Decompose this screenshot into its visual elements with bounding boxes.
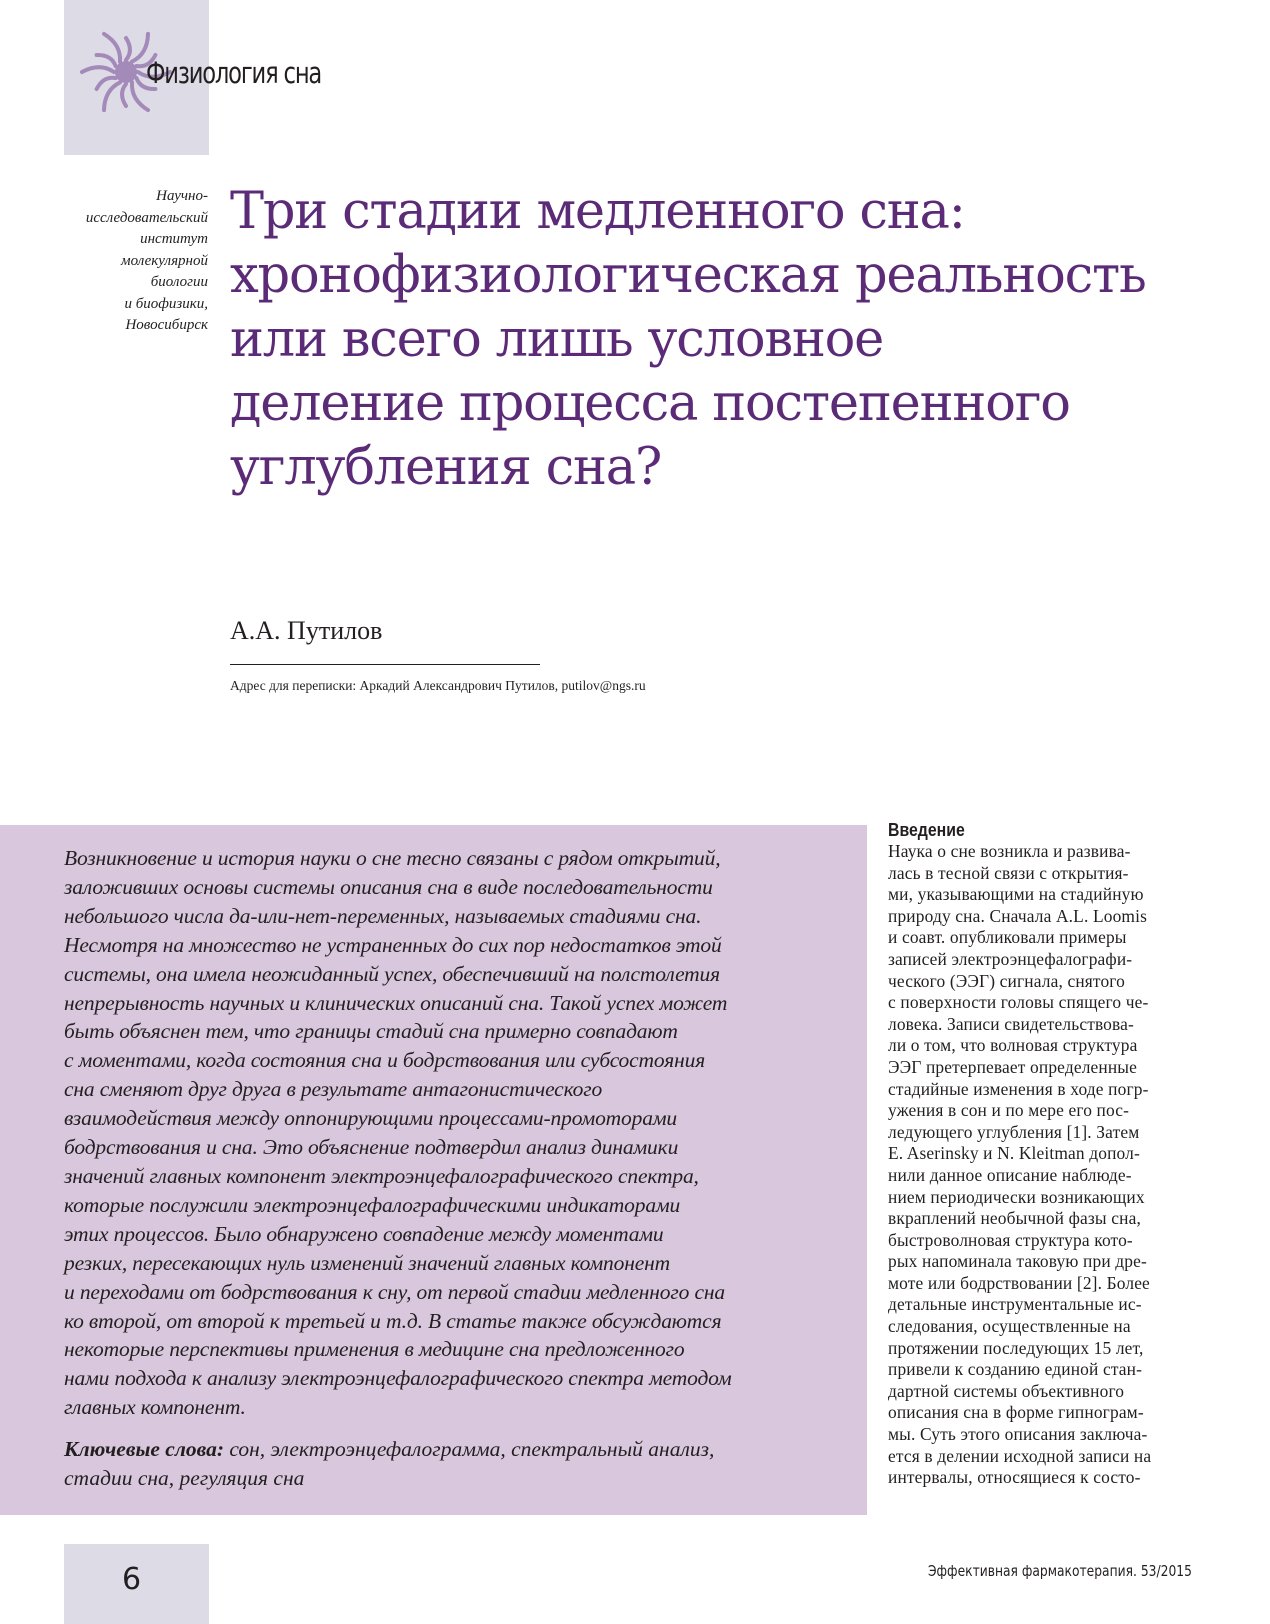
abstract-line: главных компонент. bbox=[64, 1395, 246, 1420]
intro-line: Наука о сне возникла и развива- bbox=[888, 841, 1131, 861]
intro-line: нили данное описание наблюде- bbox=[888, 1164, 1132, 1185]
intro-text bbox=[888, 841, 1194, 1489]
intro-line: ловека. Записи свидетельствова- bbox=[888, 1013, 1134, 1034]
keywords-line: стадии сна, регуляция сна bbox=[64, 1465, 305, 1490]
keywords-line bbox=[64, 1435, 854, 1464]
intro-line: протяжении последующих 15 лет, bbox=[888, 1337, 1144, 1358]
intro-line: рых напоминала таковую при дре- bbox=[888, 1251, 1147, 1272]
intro-line: стадийные изменения в ходе погр- bbox=[888, 1078, 1149, 1099]
intro-line: ледующего углубления [1]. Затем bbox=[888, 1121, 1140, 1142]
intro-line: природу сна. Сначала A.L. Loomis bbox=[888, 905, 1147, 926]
intro-line: ется в делении исходной записи на bbox=[888, 1445, 1152, 1466]
abstract-line: небольшого числа да-или-нет-переменных, называемых стадиями сна. bbox=[64, 903, 702, 928]
affiliation-line: молекулярной bbox=[121, 252, 208, 269]
title-line: углубления сна? bbox=[230, 438, 662, 497]
abstract-line: с моментами, когда состояния сна и бодрствования или субсостояния bbox=[64, 1048, 706, 1073]
abstract-line: значений главных компонент электроэнцефалографического спектра, bbox=[64, 1163, 699, 1188]
section-label: Физиология сна bbox=[146, 56, 322, 90]
correspondence-address: Адрес для переписки: Аркадий Александрович Путилов, putilov@ngs.ru bbox=[230, 678, 646, 693]
intro-line: ческого (ЭЭГ) сигнала, снятого bbox=[888, 970, 1125, 991]
logo-ray bbox=[104, 82, 120, 110]
logo-ray bbox=[97, 55, 116, 66]
affiliation-line: биологии bbox=[150, 274, 208, 290]
abstract-line: взаимодействия между оппонирующими процессами-промоторами bbox=[64, 1106, 678, 1131]
intro-line: вкраплений необычной фазы сна, bbox=[888, 1208, 1141, 1229]
intro-line: привели к созданию единой стан- bbox=[888, 1359, 1143, 1380]
keywords bbox=[64, 1435, 854, 1493]
abstract-text bbox=[64, 844, 854, 1422]
intro-line: интервалы, относящиеся к состо- bbox=[888, 1467, 1141, 1488]
intro-line: ужения в сон и по мере его пос- bbox=[888, 1100, 1130, 1121]
intro-line: и соавт. опубликовали примеры bbox=[888, 927, 1127, 948]
title-line: или всего лишь условное bbox=[230, 310, 884, 369]
intro-line: детальные инструментальные ис- bbox=[888, 1294, 1142, 1315]
title-line: хронофизиологическая реальность bbox=[230, 246, 1146, 305]
abstract-line: заложивших основы системы описания сна в виде последовательности bbox=[64, 874, 713, 899]
logo-ray bbox=[82, 67, 114, 72]
intro-line: описания сна в форме гипнограм- bbox=[888, 1402, 1144, 1423]
intro-line: E. Aserinsky и N. Kleitman допол- bbox=[888, 1143, 1140, 1164]
author-name: А.А. Путилов bbox=[230, 616, 383, 645]
abstract-line: ко второй, от второй к третьей и т.д. В статье также обсуждаются bbox=[64, 1308, 722, 1333]
intro-line: ЭЭГ претерпевает определенные bbox=[888, 1056, 1138, 1077]
title-line: деление процесса постепенного bbox=[230, 374, 1070, 433]
logo-ray bbox=[122, 84, 126, 106]
affiliation-line: Новосибирск bbox=[125, 317, 208, 333]
intro-line: дартной системы объективного bbox=[888, 1380, 1125, 1401]
intro-line: мы. Суть этого описания заключа- bbox=[888, 1424, 1148, 1445]
affiliation-line: институт bbox=[140, 231, 208, 247]
abstract-line: этих процессов. Было обнаружено совпадение между моментами bbox=[64, 1221, 664, 1246]
intro-line: с поверхности головы спящего че- bbox=[888, 992, 1149, 1013]
intro-line: нием периодически возникающих bbox=[888, 1186, 1145, 1207]
abstract-line: нами подхода к анализу электроэнцефалографического спектра методом bbox=[64, 1366, 732, 1391]
abstract-line: быть объяснен тем, что границы стадий сна примерно совпадают bbox=[64, 1019, 678, 1044]
abstract-line: непрерывность научных и клинических описаний сна. Такой успех может bbox=[64, 990, 728, 1015]
abstract-line: которые послужили электроэнцефалографическими индикаторами bbox=[64, 1192, 681, 1217]
intro-line: быстроволновая структура кото- bbox=[888, 1229, 1133, 1250]
intro-line: ми, указывающими на стадийную bbox=[888, 884, 1144, 905]
intro-line: записей электроэнцефалографи- bbox=[888, 948, 1133, 969]
abstract-line: Возникновение и история науки о сне тесно связаны с рядом открытий, bbox=[64, 846, 721, 870]
abstract-line: сна сменяют друг друга в результате антагонистического bbox=[64, 1077, 603, 1102]
keywords-label: Ключевые слова: bbox=[64, 1437, 224, 1461]
affiliation bbox=[40, 186, 208, 337]
intro-line: следования, осуществленные на bbox=[888, 1316, 1131, 1337]
abstract-line: некоторые перспективы применения в медицине сна предложенного bbox=[64, 1337, 685, 1362]
abstract-line: и переходами от бодрствования к сну, от первой стадии медленного сна bbox=[64, 1279, 725, 1304]
page-number: 6 bbox=[122, 1562, 142, 1597]
intro-line: ли о том, что волновая структура bbox=[888, 1035, 1138, 1056]
intro-heading: Введение bbox=[888, 820, 965, 840]
author-divider bbox=[230, 664, 540, 665]
abstract-line: системы, она имела неожиданный успех, обеспечивший на полстолетия bbox=[64, 961, 721, 986]
intro-line: лась в тесной связи с открытия- bbox=[888, 862, 1129, 883]
article-title bbox=[230, 180, 1230, 500]
abstract-line: бодрствования и сна. Это объяснение подтвердил анализ динамики bbox=[64, 1135, 679, 1160]
logo-ray bbox=[126, 38, 130, 60]
abstract-line: Несмотря на множество не устраненных до сих пор недостатков этой bbox=[64, 932, 722, 957]
journal-footer: Эффективная фармакотерапия. 53/2015 bbox=[928, 1562, 1192, 1580]
abstract-line: резких, пересекающих нуль изменений значений главных компонент bbox=[64, 1250, 671, 1275]
intro-line: моте или бодрствовании [2]. Более bbox=[888, 1272, 1150, 1293]
affiliation-line: исследовательский bbox=[85, 209, 208, 226]
affiliation-line: и биофизики, bbox=[124, 295, 208, 312]
keywords-list: сон, электроэнцефалограмма, спектральный анализ, bbox=[224, 1437, 715, 1461]
affiliation-line: Научно- bbox=[156, 188, 208, 204]
title-line: Три стадии медленного сна: bbox=[230, 182, 965, 241]
